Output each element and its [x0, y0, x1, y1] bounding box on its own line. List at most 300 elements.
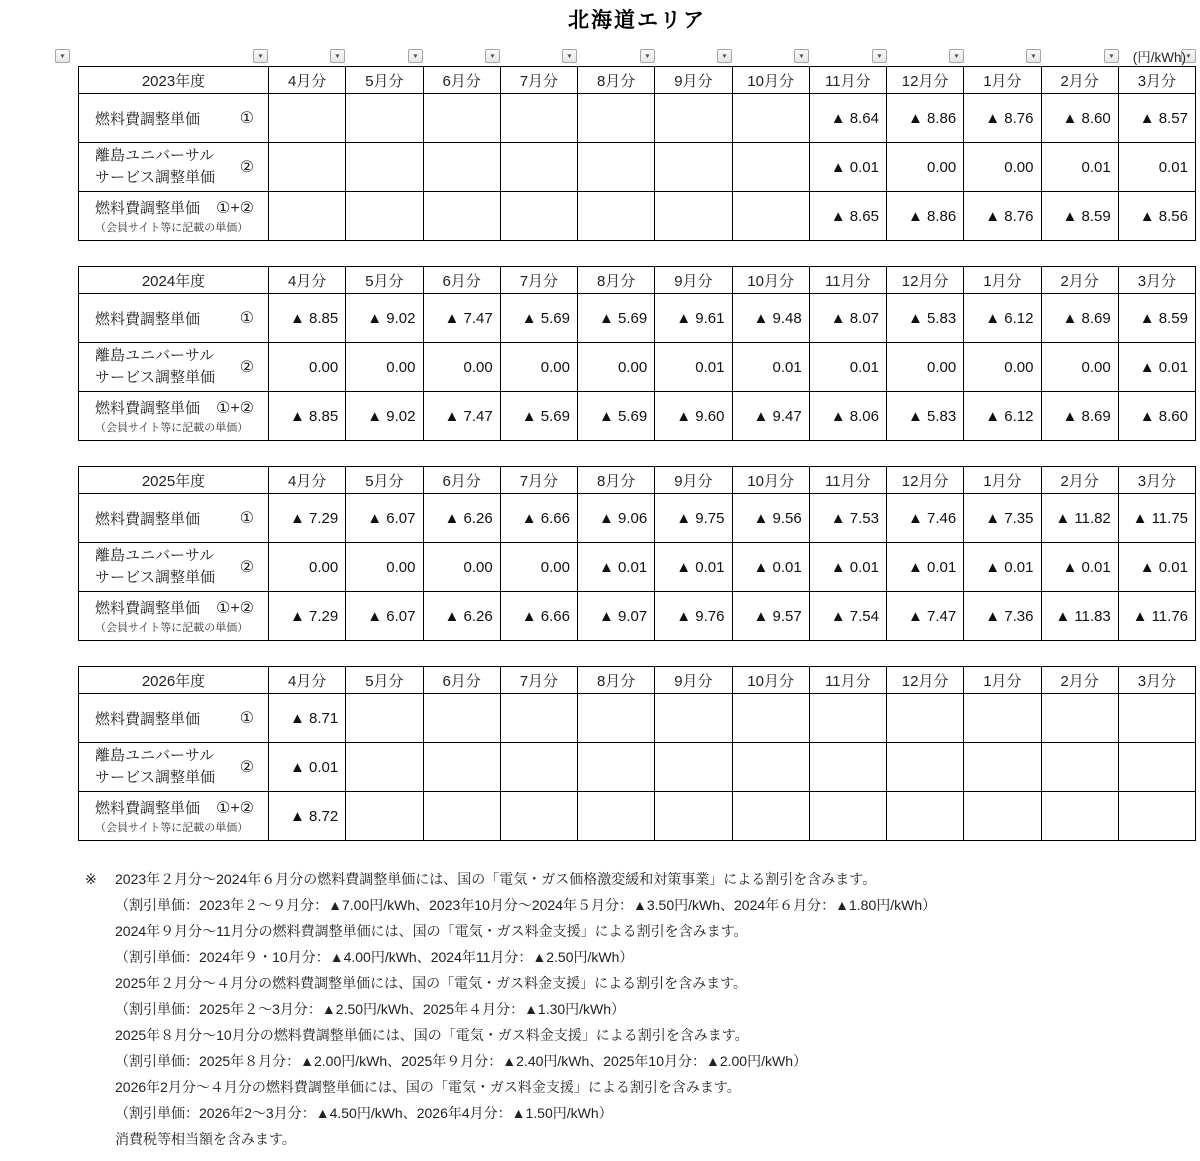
- month-header: 7月分: [500, 267, 577, 294]
- value-cell: ▲ 9.56: [732, 494, 809, 543]
- row-label-island-line1: 離島ユニバーサル: [95, 746, 215, 764]
- value-cell: [500, 94, 577, 143]
- chevron-down-icon: ▼: [1030, 52, 1037, 60]
- footnote-line: [85, 1126, 1185, 1152]
- value-cell: ▲ 6.12: [964, 294, 1041, 343]
- month-header: 9月分: [655, 467, 732, 494]
- row-label-fuel: 燃料費調整単価: [95, 710, 201, 728]
- value-cell: ▲ 0.01: [655, 543, 732, 592]
- row-sublabel-total: （会員サイト等に記載の単価）: [95, 422, 249, 434]
- footnote-text: （割引単価：2025年２～3月分：▲2.50円/kWh、2025年４月分：▲1.30円/kWh）: [115, 1001, 626, 1017]
- value-cell: ▲ 8.56: [1118, 192, 1195, 241]
- month-header: 10月分: [732, 67, 809, 94]
- page-title: 北海道エリア: [568, 9, 706, 32]
- month-header: 3月分: [1118, 267, 1195, 294]
- footnote-text: 消費税等相当額を含みます。: [115, 1131, 296, 1147]
- value-cell: ▲ 9.75: [655, 494, 732, 543]
- value-cell: ▲ 8.69: [1041, 392, 1118, 441]
- data-row-fuel: [79, 94, 1196, 143]
- month-header: 1月分: [964, 467, 1041, 494]
- filter-dropdown-button[interactable]: [872, 49, 887, 63]
- row-sublabel-total: （会員サイト等に記載の単価）: [95, 822, 249, 834]
- value-cell: 0.01: [732, 343, 809, 392]
- row-label-island-line1: 離島ユニバーサル: [95, 546, 215, 564]
- value-cell: ▲ 11.75: [1118, 494, 1195, 543]
- value-cell: [346, 192, 423, 241]
- footnote-line: [85, 866, 1185, 892]
- footnote-text: （割引単価：2026年2～3月分：▲4.50円/kWh、2026年4月分：▲1.50円/kWh）: [115, 1105, 613, 1121]
- filter-dropdown-button[interactable]: [640, 49, 655, 63]
- value-cell: 0.01: [1041, 143, 1118, 192]
- value-cell: 0.00: [500, 543, 577, 592]
- value-cell: ▲ 8.76: [964, 192, 1041, 241]
- circled-sum-mark: ①+②: [215, 799, 254, 817]
- month-header: 11月分: [809, 467, 886, 494]
- value-cell: ▲ 8.86: [887, 94, 964, 143]
- value-cell: ▲ 6.26: [423, 592, 500, 641]
- value-cell: ▲ 6.66: [500, 592, 577, 641]
- chevron-down-icon: ▼: [489, 52, 496, 60]
- value-cell: ▲ 5.83: [887, 294, 964, 343]
- filter-dropdown-button[interactable]: [949, 49, 964, 63]
- value-cell: [964, 792, 1041, 841]
- value-cell: [500, 143, 577, 192]
- value-cell: [732, 792, 809, 841]
- footnote-text: （割引単価：2023年２～９月分：▲7.00円/kWh、2023年10月分～2024年５月分：▲3.50円/kWh、2024年６月分：▲1.80円/kWh）: [115, 897, 937, 913]
- chevron-down-icon: ▼: [876, 52, 883, 60]
- value-cell: [578, 94, 655, 143]
- circled-one-mark: ①: [239, 510, 254, 527]
- row-header-fuel: [79, 494, 269, 543]
- value-cell: ▲ 8.65: [809, 192, 886, 241]
- month-header: 1月分: [964, 67, 1041, 94]
- value-cell: [500, 743, 577, 792]
- value-cell: [732, 94, 809, 143]
- value-cell: 0.00: [964, 343, 1041, 392]
- value-cell: [346, 743, 423, 792]
- circled-two-mark: ②: [239, 359, 254, 376]
- value-cell: [269, 94, 346, 143]
- price-table-3: [78, 466, 1196, 641]
- month-header: 7月分: [500, 467, 577, 494]
- row-label-fuel: 燃料費調整単価: [95, 110, 201, 128]
- month-header: 5月分: [346, 467, 423, 494]
- month-header: 11月分: [809, 67, 886, 94]
- footnote-text: 2023年２月分～2024年６月分の燃料費調整単価には、国の「電気・ガス価格激変緩和対策事業」による割引を含みます。: [115, 871, 877, 887]
- value-cell: ▲ 7.36: [964, 592, 1041, 641]
- data-row-fuel: [79, 294, 1196, 343]
- row-header-total: [79, 392, 269, 441]
- row-label-island-line2: サービス調整単価: [95, 769, 216, 786]
- month-header: 12月分: [887, 467, 964, 494]
- month-header: 5月分: [346, 667, 423, 694]
- row-header-fuel: [79, 694, 269, 743]
- value-cell: ▲ 6.07: [346, 494, 423, 543]
- row-header-island: [79, 543, 269, 592]
- circled-one-mark: ①: [239, 110, 254, 127]
- chevron-down-icon: ▼: [334, 52, 341, 60]
- value-cell: ▲ 6.26: [423, 494, 500, 543]
- value-cell: 0.00: [346, 343, 423, 392]
- reference-mark: ※: [85, 871, 97, 887]
- value-cell: ▲ 0.01: [269, 743, 346, 792]
- circled-one-mark: ①: [239, 710, 254, 727]
- row-header-island: [79, 343, 269, 392]
- data-row-fuel: [79, 494, 1196, 543]
- value-cell: [500, 192, 577, 241]
- row-label-fuel: 燃料費調整単価: [95, 310, 201, 328]
- month-header: 3月分: [1118, 467, 1195, 494]
- value-cell: [809, 743, 886, 792]
- value-cell: ▲ 0.01: [578, 543, 655, 592]
- value-cell: ▲ 8.06: [809, 392, 886, 441]
- value-cell: ▲ 7.46: [887, 494, 964, 543]
- row-label-fuel: 燃料費調整単価: [95, 510, 201, 528]
- row-label-island: [95, 145, 215, 190]
- value-cell: ▲ 8.85: [269, 294, 346, 343]
- month-header: 8月分: [578, 467, 655, 494]
- row-label-island-line1: 離島ユニバーサル: [95, 146, 215, 164]
- value-cell: ▲ 0.01: [809, 143, 886, 192]
- value-cell: ▲ 8.69: [1041, 294, 1118, 343]
- price-table-4: [78, 666, 1196, 841]
- month-header: 2月分: [1041, 467, 1118, 494]
- data-row-total: [79, 592, 1196, 641]
- chevron-down-icon: ▼: [798, 52, 805, 60]
- month-header: 5月分: [346, 67, 423, 94]
- data-row-island: [79, 543, 1196, 592]
- data-row-island: [79, 343, 1196, 392]
- month-header: 10月分: [732, 667, 809, 694]
- value-cell: ▲ 11.82: [1041, 494, 1118, 543]
- month-header: 4月分: [269, 467, 346, 494]
- value-cell: ▲ 9.02: [346, 294, 423, 343]
- row-label-total: 燃料費調整単価: [95, 400, 201, 417]
- filter-dropdown-button[interactable]: [1104, 49, 1119, 63]
- value-cell: [423, 743, 500, 792]
- footnote-line: [85, 1100, 1185, 1126]
- value-cell: 0.00: [269, 343, 346, 392]
- filter-dropdown-button[interactable]: [408, 49, 423, 63]
- value-cell: ▲ 0.01: [809, 543, 886, 592]
- month-header: 12月分: [887, 667, 964, 694]
- value-cell: ▲ 0.01: [887, 543, 964, 592]
- value-cell: [964, 694, 1041, 743]
- row-header-fuel: [79, 294, 269, 343]
- value-cell: [269, 192, 346, 241]
- value-cell: [423, 192, 500, 241]
- value-cell: [655, 743, 732, 792]
- value-cell: ▲ 6.66: [500, 494, 577, 543]
- filter-dropdown-button[interactable]: [485, 49, 500, 63]
- value-cell: ▲ 8.59: [1118, 294, 1195, 343]
- value-cell: ▲ 6.12: [964, 392, 1041, 441]
- year-header: 2025年度: [79, 467, 269, 494]
- value-cell: [1118, 694, 1195, 743]
- month-header: 11月分: [809, 667, 886, 694]
- month-header: 10月分: [732, 467, 809, 494]
- data-row-island: [79, 743, 1196, 792]
- value-cell: ▲ 8.71: [269, 694, 346, 743]
- value-cell: 0.01: [1118, 143, 1195, 192]
- value-cell: ▲ 8.86: [887, 192, 964, 241]
- value-cell: 0.00: [423, 343, 500, 392]
- footnote-text: （割引単価：2025年８月分：▲2.00円/kWh、2025年９月分：▲2.40円/kWh、2025年10月分：▲2.00円/kWh）: [115, 1053, 807, 1069]
- value-cell: ▲ 8.85: [269, 392, 346, 441]
- value-cell: ▲ 7.47: [423, 392, 500, 441]
- value-cell: 0.00: [887, 143, 964, 192]
- value-cell: ▲ 8.57: [1118, 94, 1195, 143]
- value-cell: 0.00: [964, 143, 1041, 192]
- value-cell: [346, 143, 423, 192]
- value-cell: [964, 743, 1041, 792]
- chevron-down-icon: ▼: [721, 52, 728, 60]
- value-cell: [578, 792, 655, 841]
- row-label-total: 燃料費調整単価: [95, 800, 201, 817]
- row-label-island-line2: サービス調整単価: [95, 169, 216, 186]
- row-label-island-line2: サービス調整単価: [95, 369, 216, 386]
- value-cell: ▲ 5.69: [578, 294, 655, 343]
- month-header: 2月分: [1041, 267, 1118, 294]
- filter-dropdown-button[interactable]: [330, 49, 345, 63]
- circled-two-mark: ②: [239, 159, 254, 176]
- row-header-total: [79, 192, 269, 241]
- month-header: 12月分: [887, 267, 964, 294]
- value-cell: [655, 694, 732, 743]
- value-cell: [1041, 694, 1118, 743]
- value-cell: [1041, 792, 1118, 841]
- value-cell: [887, 694, 964, 743]
- footnote-line: [85, 1048, 1185, 1074]
- value-cell: ▲ 7.54: [809, 592, 886, 641]
- header-row: [79, 67, 1196, 94]
- footnote-line: [85, 944, 1185, 970]
- value-cell: [578, 694, 655, 743]
- value-cell: [655, 94, 732, 143]
- filter-dropdown-button[interactable]: [562, 49, 577, 63]
- value-cell: ▲ 0.01: [1118, 343, 1195, 392]
- value-cell: ▲ 5.69: [500, 392, 577, 441]
- month-header: 7月分: [500, 667, 577, 694]
- row-label-island: [95, 345, 215, 390]
- value-cell: ▲ 9.07: [578, 592, 655, 641]
- price-table-2: [78, 266, 1196, 441]
- value-cell: [1041, 743, 1118, 792]
- row-label-island: [95, 545, 215, 590]
- value-cell: 0.00: [1041, 343, 1118, 392]
- value-cell: [578, 192, 655, 241]
- month-header: 7月分: [500, 67, 577, 94]
- value-cell: [500, 694, 577, 743]
- circled-two-mark: ②: [239, 559, 254, 576]
- month-header: 1月分: [964, 267, 1041, 294]
- footnote-text: 2026年2月分～４月分の燃料費調整単価には、国の「電気・ガス料金支援」による割引を含みます。: [115, 1079, 741, 1095]
- footnote-line: [85, 1074, 1185, 1100]
- footnotes-section: [85, 866, 1185, 1152]
- data-row-total: [79, 792, 1196, 841]
- month-header: 12月分: [887, 67, 964, 94]
- month-header: 6月分: [423, 467, 500, 494]
- value-cell: [887, 792, 964, 841]
- value-cell: ▲ 9.06: [578, 494, 655, 543]
- value-cell: [655, 792, 732, 841]
- row-sublabel-total: （会員サイト等に記載の単価）: [95, 222, 249, 234]
- footnote-line: [85, 892, 1185, 918]
- value-cell: [578, 743, 655, 792]
- year-header: 2026年度: [79, 667, 269, 694]
- row-sublabel-total: （会員サイト等に記載の単価）: [95, 622, 249, 634]
- month-header: 11月分: [809, 267, 886, 294]
- footnote-line: [85, 918, 1185, 944]
- value-cell: [887, 743, 964, 792]
- circled-one-mark: ①: [239, 310, 254, 327]
- value-cell: ▲ 9.47: [732, 392, 809, 441]
- value-cell: ▲ 7.29: [269, 592, 346, 641]
- value-cell: ▲ 8.60: [1118, 392, 1195, 441]
- chevron-down-icon: ▼: [412, 52, 419, 60]
- value-cell: [732, 694, 809, 743]
- value-cell: ▲ 8.64: [809, 94, 886, 143]
- value-cell: [655, 192, 732, 241]
- value-cell: 0.00: [423, 543, 500, 592]
- value-cell: [423, 143, 500, 192]
- row-header-total: [79, 592, 269, 641]
- value-cell: ▲ 0.01: [1118, 543, 1195, 592]
- value-cell: ▲ 0.01: [964, 543, 1041, 592]
- circled-sum-mark: ①+②: [215, 399, 254, 417]
- value-cell: ▲ 11.83: [1041, 592, 1118, 641]
- value-cell: ▲ 11.76: [1118, 592, 1195, 641]
- filter-dropdown-button[interactable]: [253, 49, 268, 63]
- header-row: [79, 667, 1196, 694]
- chevron-down-icon: ▼: [644, 52, 651, 60]
- data-row-fuel: [79, 694, 1196, 743]
- month-header: 9月分: [655, 267, 732, 294]
- month-header: 3月分: [1118, 667, 1195, 694]
- value-cell: ▲ 8.07: [809, 294, 886, 343]
- month-header: 8月分: [578, 667, 655, 694]
- value-cell: [732, 192, 809, 241]
- header-row: [79, 467, 1196, 494]
- footnote-text: 2025年２月分～４月分の燃料費調整単価には、国の「電気・ガス料金支援」による割引を含みます。: [115, 975, 748, 991]
- month-header: 6月分: [423, 67, 500, 94]
- chevron-down-icon: ▼: [257, 52, 264, 60]
- filter-dropdown-button[interactable]: [794, 49, 809, 63]
- value-cell: [269, 143, 346, 192]
- chevron-down-icon: ▼: [566, 52, 573, 60]
- row-header-island: [79, 143, 269, 192]
- month-header: 5月分: [346, 267, 423, 294]
- month-header: 3月分: [1118, 67, 1195, 94]
- row-label-total: 燃料費調整単価: [95, 200, 201, 217]
- value-cell: ▲ 9.61: [655, 294, 732, 343]
- value-cell: ▲ 9.60: [655, 392, 732, 441]
- value-cell: [423, 694, 500, 743]
- month-header: 1月分: [964, 667, 1041, 694]
- value-cell: ▲ 7.47: [887, 592, 964, 641]
- month-header: 9月分: [655, 667, 732, 694]
- filter-dropdown-button[interactable]: [55, 49, 70, 63]
- footnote-line: [85, 996, 1185, 1022]
- value-cell: [732, 743, 809, 792]
- value-cell: ▲ 5.69: [500, 294, 577, 343]
- month-header: 8月分: [578, 267, 655, 294]
- value-cell: ▲ 7.35: [964, 494, 1041, 543]
- footnote-text: （割引単価：2024年９・10月分：▲4.00円/kWh、2024年11月分：▲2.50円/kWh）: [115, 949, 634, 965]
- footnote-text: 2024年９月分～11月分の燃料費調整単価には、国の「電気・ガス料金支援」による割引を含みます。: [115, 923, 748, 939]
- value-cell: 0.00: [346, 543, 423, 592]
- chevron-down-icon: ▼: [59, 52, 66, 60]
- value-cell: [1118, 792, 1195, 841]
- row-header-total: [79, 792, 269, 841]
- value-cell: 0.00: [887, 343, 964, 392]
- value-cell: ▲ 9.48: [732, 294, 809, 343]
- value-cell: ▲ 8.72: [269, 792, 346, 841]
- footnote-line: [85, 970, 1185, 996]
- month-header: 8月分: [578, 67, 655, 94]
- value-cell: [346, 792, 423, 841]
- value-cell: [500, 792, 577, 841]
- data-row-total: [79, 392, 1196, 441]
- value-cell: ▲ 9.57: [732, 592, 809, 641]
- unit-label: (円/kWh): [1132, 50, 1186, 65]
- row-label-island-line2: サービス調整単価: [95, 569, 216, 586]
- value-cell: ▲ 9.02: [346, 392, 423, 441]
- chevron-down-icon: ▼: [1108, 52, 1115, 60]
- month-header: 4月分: [269, 667, 346, 694]
- value-cell: 0.00: [269, 543, 346, 592]
- month-header: 6月分: [423, 667, 500, 694]
- value-cell: [809, 694, 886, 743]
- value-cell: ▲ 7.53: [809, 494, 886, 543]
- value-cell: 0.01: [809, 343, 886, 392]
- filter-dropdown-button[interactable]: [717, 49, 732, 63]
- footnote-text: 2025年８月分～10月分の燃料費調整単価には、国の「電気・ガス料金支援」による割引を含みます。: [115, 1027, 749, 1043]
- value-cell: ▲ 8.76: [964, 94, 1041, 143]
- row-header-island: [79, 743, 269, 792]
- year-header: 2023年度: [79, 67, 269, 94]
- value-cell: [732, 143, 809, 192]
- value-cell: 0.00: [578, 343, 655, 392]
- circled-sum-mark: ①+②: [215, 199, 254, 217]
- value-cell: ▲ 9.76: [655, 592, 732, 641]
- month-header: 4月分: [269, 67, 346, 94]
- circled-sum-mark: ①+②: [215, 599, 254, 617]
- filter-row: [0, 0, 1200, 66]
- value-cell: ▲ 8.59: [1041, 192, 1118, 241]
- month-header: 6月分: [423, 267, 500, 294]
- value-cell: [1118, 743, 1195, 792]
- month-header: 4月分: [269, 267, 346, 294]
- value-cell: [423, 94, 500, 143]
- value-cell: 0.01: [655, 343, 732, 392]
- price-table-1: [78, 66, 1196, 241]
- data-row-total: [79, 192, 1196, 241]
- filter-dropdown-button[interactable]: [1026, 49, 1041, 63]
- row-header-fuel: [79, 94, 269, 143]
- data-row-island: [79, 143, 1196, 192]
- value-cell: [578, 143, 655, 192]
- value-cell: [346, 94, 423, 143]
- value-cell: ▲ 0.01: [1041, 543, 1118, 592]
- value-cell: ▲ 5.83: [887, 392, 964, 441]
- tables-container: [78, 66, 1196, 866]
- row-label-island-line1: 離島ユニバーサル: [95, 346, 215, 364]
- footnote-line: [85, 1022, 1185, 1048]
- value-cell: ▲ 0.01: [732, 543, 809, 592]
- value-cell: [346, 694, 423, 743]
- value-cell: ▲ 5.69: [578, 392, 655, 441]
